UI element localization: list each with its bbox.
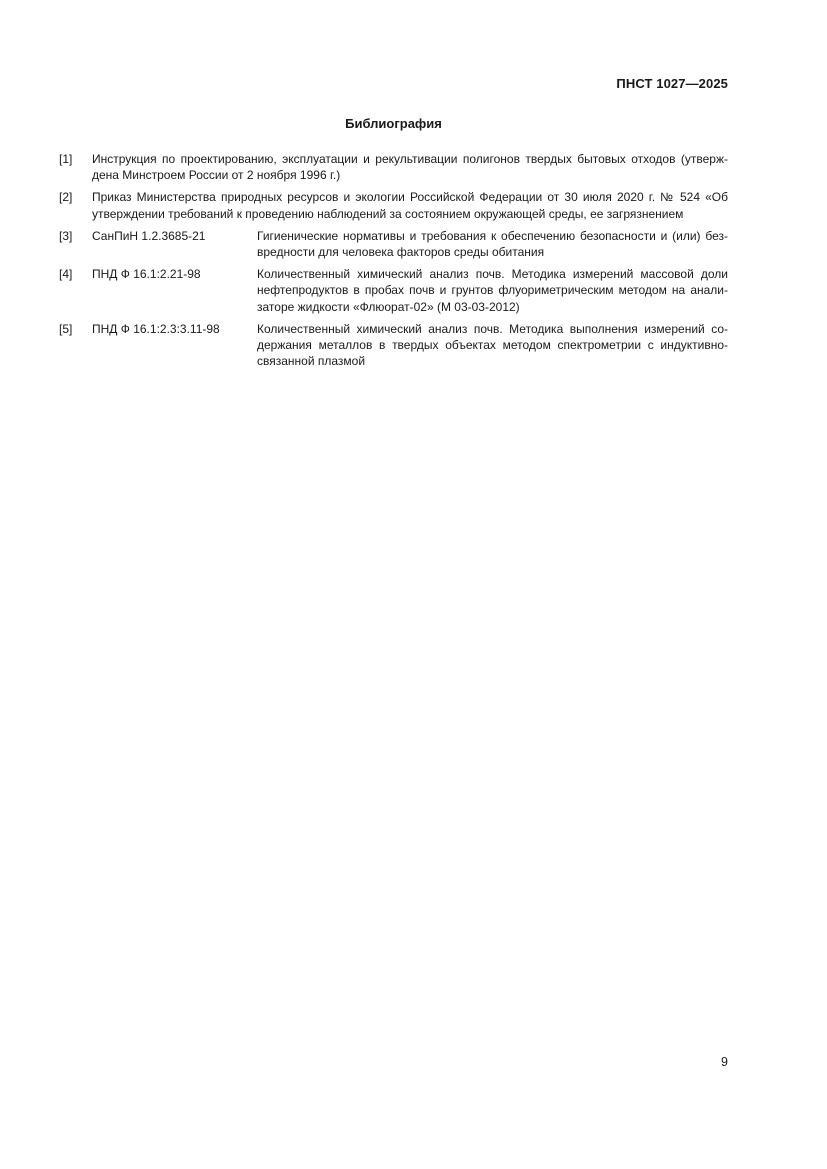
- entry-number: [1]: [59, 152, 73, 166]
- page-title: Библиография: [345, 116, 442, 131]
- bibliography-entry-2: [59, 189, 728, 222]
- bibliography-entry-5: [59, 321, 728, 370]
- document-code: ПНСТ 1027—2025: [616, 76, 728, 91]
- entry-number: [4]: [59, 266, 73, 281]
- bibliography-list: [59, 151, 728, 375]
- page-number: 9: [721, 1055, 728, 1069]
- bibliography-entry-4: [59, 266, 728, 315]
- entry-code: СанПиН 1.2.3685-21: [92, 228, 206, 243]
- entry-number: [5]: [59, 321, 73, 336]
- bibliography-entry-1: [59, 151, 728, 184]
- entry-number: [3]: [59, 228, 73, 243]
- entry-text: Инструкция по проектированию, эксплуатации и рекультивации полигонов твердых бытовых отходов (утверждена Минстроем России от 2 ноября 1996 г.): [92, 152, 728, 183]
- entry-text: Количественный химический анализ почв. Методика выполнения измерений содержания металлов в твердых объектах методом спектрометрии с индуктивно-связанной плазмой: [257, 321, 728, 369]
- bibliography-entry-3: [59, 228, 728, 261]
- entry-code: ПНД Ф 16.1:2.3:3.11-98: [92, 321, 220, 336]
- entry-text: Количественный химический анализ почв. Методика измерений массовой доли нефтепродуктов в пробах почв и грунтов флуориметрическим методом на анализаторе жидкости «Флюорат-02» (М 03-03-2012): [257, 266, 728, 314]
- entry-code: ПНД Ф 16.1:2.21-98: [92, 266, 201, 281]
- entry-text: Гигиенические нормативы и требования к обеспечению безопасности и (или) безвредности для человека факторов среды обитания: [257, 228, 728, 260]
- entry-number: [2]: [59, 190, 73, 205]
- entry-text: Приказ Министерства природных ресурсов и экологии Российской Федерации от 30 июля 2020 г. № 524 «Об утверждении требований к проведению наблюдений за состоянием окружающей среды, ее загрязнением: [92, 190, 728, 221]
